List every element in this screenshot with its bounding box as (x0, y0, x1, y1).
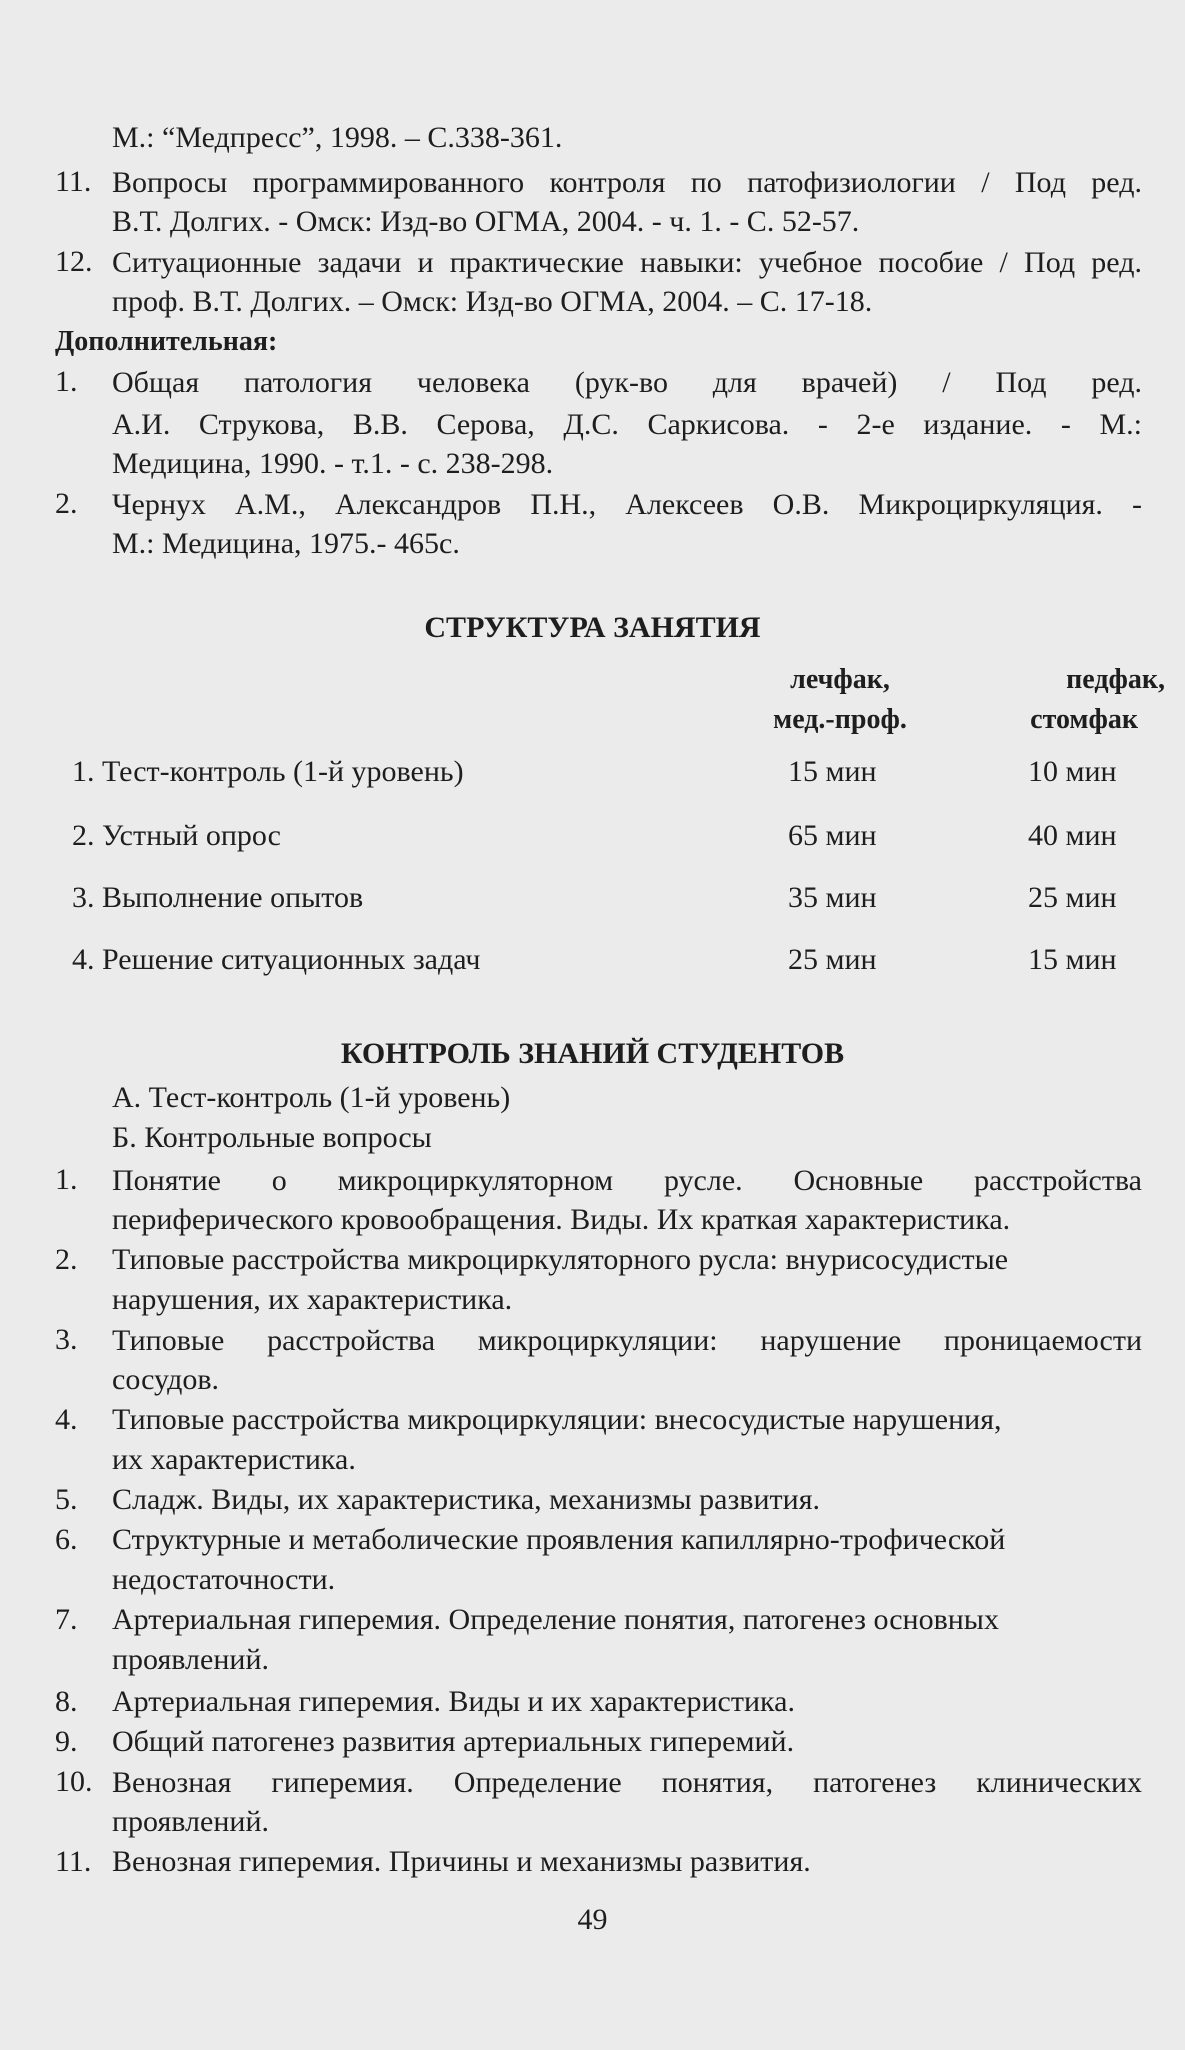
list-item-line: периферического кровообращения. Виды. Их краткая характеристика. (112, 1203, 1011, 1236)
list-item-line: Ситуационные задачи и практические навыки: учебное пособие / Под ред. (112, 246, 1142, 279)
list-item-line: их характеристика. (112, 1443, 356, 1476)
list-item-line: Медицина, 1990. - т.1. - с. 238-298. (112, 447, 554, 480)
list-item-line: Венозная гиперемия. Определение понятия, патогенез клинических (112, 1766, 1142, 1799)
list-number: 12. (55, 245, 93, 278)
column-header-lechfak: лечфак, (790, 664, 890, 695)
list-number: 6. (55, 1523, 78, 1556)
section-title-structure: СТРУКТУРА ЗАНЯТИЯ (424, 611, 761, 644)
section-subheading: Дополнительная: (55, 326, 278, 357)
table-cell: 40 мин (1028, 819, 1117, 852)
list-item-line: сосудов. (112, 1363, 220, 1396)
table-row-label: 4. Решение ситуационных задач (72, 943, 481, 976)
table-cell: 10 мин (1028, 755, 1117, 788)
list-item-line: Венозная гиперемия. Причины и механизмы развития. (112, 1845, 811, 1878)
list-number: 9. (55, 1725, 78, 1758)
list-number: 5. (55, 1483, 78, 1516)
list-item-line: Общая патология человека (рук-во для врачей) / Под ред. (112, 366, 1142, 399)
table-cell: 35 мин (788, 881, 877, 914)
subsection-a: А. Тест-контроль (1-й уровень) (112, 1081, 511, 1114)
list-item-line: недостаточности. (112, 1563, 336, 1596)
list-number: 4. (55, 1403, 78, 1436)
list-item-line: нарушения, их характеристика. (112, 1283, 513, 1316)
list-item-line: Типовые расстройства микроциркуляторного русла: внурисосудистые (112, 1243, 1009, 1276)
page-number: 49 (577, 1903, 608, 1936)
list-number: 7. (55, 1603, 78, 1636)
list-item-line: проявлений. (112, 1805, 270, 1838)
section-title-control: КОНТРОЛЬ ЗНАНИЙ СТУДЕНТОВ (340, 1037, 845, 1070)
list-number: 3. (55, 1323, 78, 1356)
list-number: 1. (55, 1163, 78, 1196)
list-item-line: Артериальная гиперемия. Определение понятия, патогенез основных (112, 1603, 999, 1636)
list-item-line: Сладж. Виды, их характеристика, механизмы развития. (112, 1483, 820, 1516)
list-item-line: Вопросы программированного контроля по патофизиологии / Под ред. (112, 166, 1142, 199)
list-item-line: проявлений. (112, 1643, 270, 1676)
list-number: 11. (55, 165, 92, 198)
ref-continuation: М.: “Медпресс”, 1998. – С.338-361. (112, 121, 563, 154)
list-number: 8. (55, 1685, 78, 1718)
subsection-b: Б. Контрольные вопросы (112, 1121, 432, 1154)
column-header-pedfak: педфак, (1066, 664, 1165, 695)
table-row-label: 1. Тест-контроль (1-й уровень) (72, 755, 464, 788)
list-item-line: М.: Медицина, 1975.- 465с. (112, 527, 460, 560)
list-item-line: Чернух А.М., Александров П.Н., Алексеев О.В. Микроциркуляция. - (112, 488, 1142, 521)
list-number: 11. (55, 1845, 92, 1878)
list-item-line: Понятие о микроциркуляторном русле. Основные расстройства (112, 1164, 1142, 1197)
list-item-line: Типовые расстройства микроциркуляции: внесосудистые нарушения, (112, 1403, 1002, 1436)
list-item-line: проф. В.Т. Долгих. – Омск: Изд-во ОГМА, 2004. – С. 17-18. (112, 285, 873, 318)
list-item-line: Структурные и метаболические проявления капиллярно-трофической (112, 1523, 1006, 1556)
list-item-line: Артериальная гиперемия. Виды и их характеристика. (112, 1685, 795, 1718)
list-item-line: Общий патогенез развития артериальных гиперемий. (112, 1725, 795, 1758)
table-cell: 15 мин (1028, 943, 1117, 976)
list-item-line: Типовые расстройства микроциркуляции: нарушение проницаемости (112, 1324, 1142, 1357)
list-number: 10. (55, 1765, 93, 1798)
table-cell: 25 мин (788, 943, 877, 976)
list-item-line: В.Т. Долгих. - Омск: Изд-во ОГМА, 2004. - ч. 1. - С. 52-57. (112, 205, 860, 238)
table-row-label: 2. Устный опрос (72, 819, 281, 852)
column-header-lechfak: мед.-проф. (773, 704, 907, 735)
list-number: 1. (55, 365, 78, 398)
column-header-pedfak: стомфак (1030, 704, 1138, 735)
list-item-line: А.И. Струкова, В.В. Серова, Д.С. Саркисова. - 2-е издание. - М.: (112, 408, 1142, 441)
table-row-label: 3. Выполнение опытов (72, 881, 364, 914)
table-cell: 65 мин (788, 819, 877, 852)
table-cell: 25 мин (1028, 881, 1117, 914)
table-cell: 15 мин (788, 755, 877, 788)
list-number: 2. (55, 487, 78, 520)
list-number: 2. (55, 1243, 78, 1276)
